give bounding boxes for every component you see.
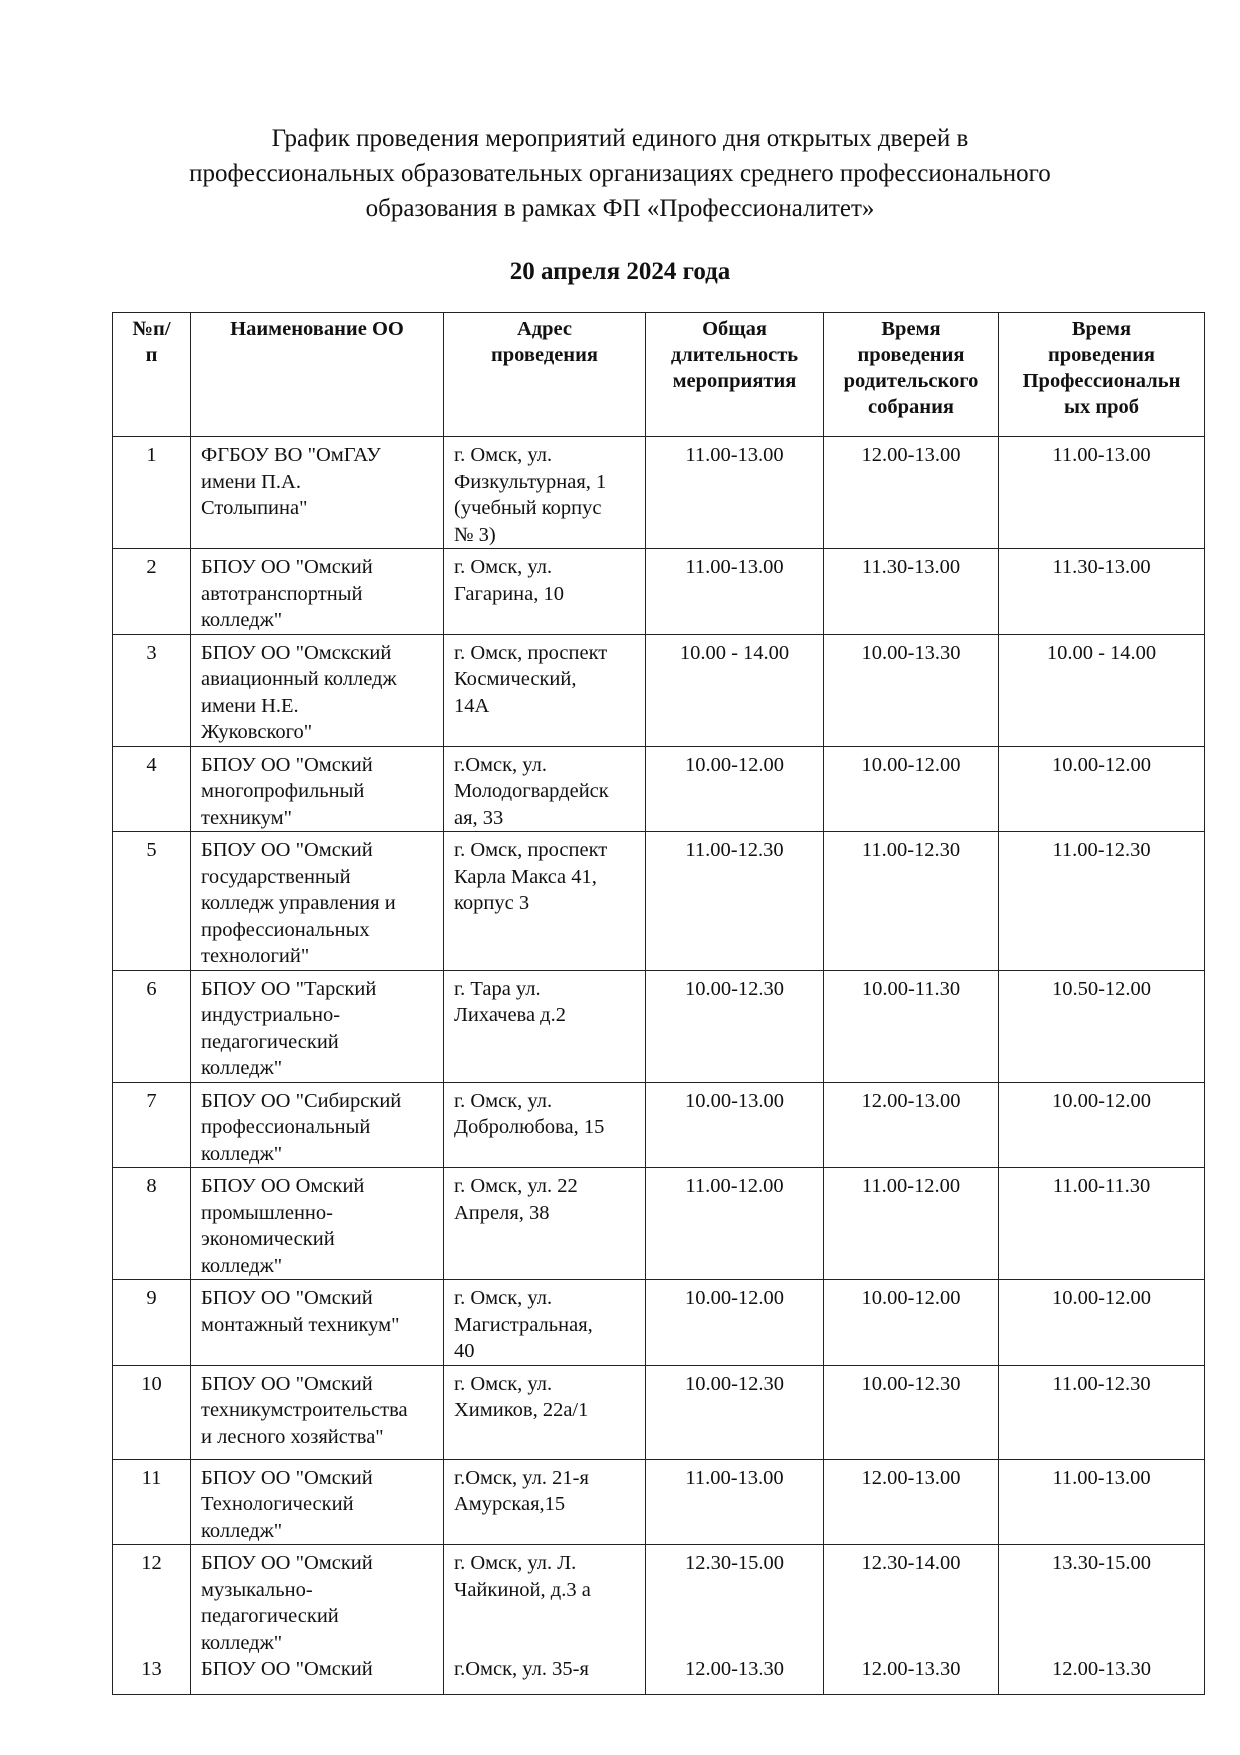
address [444, 634, 646, 746]
schedule-table [112, 312, 1205, 1695]
cell-text: Гагарина, 10 [454, 582, 564, 605]
cell-text: Апреля, 38 [454, 1201, 550, 1224]
total-duration [646, 1459, 824, 1545]
cell-text: 7 [146, 1089, 157, 1112]
cell-text: (учебный корпус [454, 497, 602, 519]
cell-text: профессиональных [201, 918, 370, 941]
cell-text: ая, 33 [454, 806, 504, 829]
row-number [113, 1365, 191, 1459]
cell-text: 11.00-12.30 [685, 839, 784, 861]
parents-meeting-time [824, 1545, 999, 1695]
cell-text: 11.00-12.30 [1052, 1372, 1151, 1395]
header-text: длительность [670, 344, 799, 366]
header-text: п [145, 344, 158, 366]
cell-text: Добролюбова, 15 [454, 1116, 605, 1138]
header-text: №п/ [132, 318, 171, 340]
cell-text: 12.30-14.00 [861, 1552, 961, 1574]
cell-text: Амурская,15 [454, 1493, 566, 1515]
cell-text: техникум" [201, 806, 292, 829]
cell-text: г. Омск, ул. [454, 556, 553, 578]
cell-text: Химиков, 22а/1 [454, 1399, 589, 1421]
cell-text: монтажный техникум" [201, 1313, 400, 1336]
cell-text: БПОУ ОО "Омский [201, 1287, 373, 1309]
address [444, 437, 646, 549]
cell-text: БПОУ ОО "Омский [201, 556, 373, 578]
org-name [191, 1082, 444, 1168]
table-row [113, 1082, 1205, 1168]
parents-meeting-time [824, 1365, 999, 1459]
total-duration [646, 832, 824, 971]
total-duration [646, 970, 824, 1082]
org-name [191, 549, 444, 635]
cell-text: 11.00-12.30 [861, 839, 961, 861]
professional-trials-time [999, 549, 1205, 635]
parents-meeting-time [824, 1459, 999, 1545]
total-duration [646, 1545, 824, 1695]
cell-text: 10.00-12.00 [861, 753, 961, 776]
cell-part [113, 1550, 190, 1656]
cell-text: индустриально- [201, 1004, 341, 1026]
header-text: родительского [843, 370, 979, 392]
table-body [113, 437, 1205, 1695]
cell-text: г. Омск, ул. 22 [454, 1175, 578, 1197]
header-text: собрания [868, 396, 954, 418]
header-total-duration [646, 313, 824, 437]
cell-text: авиационный колледж [201, 668, 397, 690]
header-text: ых проб [1063, 396, 1140, 418]
cell-text: Молодогвардейск [454, 780, 609, 802]
header-address [444, 313, 646, 437]
cell-text: Магистральная, [454, 1313, 593, 1336]
cell-part [824, 1656, 998, 1683]
parents-meeting-time [824, 1168, 999, 1280]
professional-trials-time [999, 970, 1205, 1082]
cell-text: промышленно- [201, 1201, 333, 1224]
table-row [113, 970, 1205, 1082]
cell-text: имени Н.Е. [201, 694, 299, 717]
cell-text: 10.00-12.00 [1051, 1287, 1152, 1309]
cell-part [646, 1550, 823, 1656]
org-name [191, 1545, 444, 1695]
cell-text: Физкультурная, 1 [454, 470, 607, 493]
org-name [191, 970, 444, 1082]
cell-text: 11.00-11.30 [1052, 1175, 1151, 1197]
row-number [113, 634, 191, 746]
cell-text: 10.00-11.30 [861, 977, 961, 1000]
cell-text: 11.30-13.00 [1052, 556, 1151, 578]
parents-meeting-time [824, 437, 999, 549]
cell-text: корпус 3 [454, 892, 530, 914]
row-number [113, 1082, 191, 1168]
professional-trials-time [999, 1280, 1205, 1366]
document-title [110, 121, 1130, 226]
header-text: Адрес [516, 318, 573, 340]
cell-text: педагогический [201, 1605, 339, 1627]
cell-part [646, 1656, 823, 1683]
cell-text: 12.00-13.00 [861, 444, 961, 466]
cell-text: 12.00-13.30 [861, 1658, 961, 1680]
professional-trials-time [999, 634, 1205, 746]
professional-trials-time [999, 437, 1205, 549]
cell-text: техникумстроительства [201, 1399, 408, 1421]
cell-text: колледж управления и [201, 892, 396, 914]
org-name [191, 1280, 444, 1366]
table-row [113, 1365, 1205, 1459]
cell-text: педагогический [201, 1030, 339, 1053]
cell-text: 1 [146, 444, 157, 466]
cell-text: государственный [201, 865, 351, 888]
table-row [113, 1545, 1205, 1695]
cell-text: 11 [141, 1466, 162, 1489]
header-text: проведения [490, 344, 599, 366]
cell-part [201, 1656, 433, 1683]
cell-text: 11.00-12.30 [1052, 839, 1151, 861]
cell-text: БПОУ ОО "Омский [201, 1466, 373, 1489]
cell-text: 5 [146, 839, 157, 861]
cell-text: г.Омск, ул. 21-я [454, 1466, 589, 1489]
header-text: Наименование ОО [230, 318, 404, 340]
cell-text: 10.00-12.00 [861, 1287, 961, 1309]
title-line: График проведения мероприятий единого дня открытых дверей в [271, 125, 969, 152]
table-row [113, 746, 1205, 832]
parents-meeting-time [824, 549, 999, 635]
cell-text: г. Омск, проспект [454, 839, 608, 861]
cell-text: 2 [146, 556, 157, 578]
cell-text: г. Омск, ул. [454, 1089, 553, 1112]
cell-text: 12.00-13.00 [861, 1466, 961, 1489]
parents-meeting-time [824, 970, 999, 1082]
professional-trials-time [999, 746, 1205, 832]
cell-text: 12.00-13.30 [684, 1658, 785, 1680]
org-name [191, 437, 444, 549]
row-number [113, 1459, 191, 1545]
address [444, 970, 646, 1082]
parents-meeting-time [824, 634, 999, 746]
cell-text: БПОУ ОО "Омскский [201, 641, 392, 664]
cell-text: колледж" [201, 1254, 283, 1277]
cell-text: 11.00-13.00 [1052, 444, 1151, 466]
cell-text: колледж" [201, 1519, 283, 1542]
org-name [191, 1365, 444, 1459]
total-duration [646, 437, 824, 549]
table-header-row [113, 313, 1205, 437]
header-text: Общая [702, 318, 767, 340]
cell-text: 14А [454, 694, 490, 717]
cell-text: многопрофильный [201, 780, 365, 802]
row-number [113, 437, 191, 549]
cell-text: технологий" [201, 945, 310, 967]
total-duration [646, 746, 824, 832]
total-duration [646, 634, 824, 746]
cell-text: БПОУ ОО "Омский [201, 1658, 373, 1680]
parents-meeting-time [824, 1280, 999, 1366]
cell-text: 10.50-12.00 [1051, 977, 1152, 1000]
cell-text: 12 [141, 1552, 162, 1574]
cell-text: колледж" [201, 1057, 283, 1079]
cell-text: 13 [141, 1658, 162, 1680]
header-text: Профессиональн [1022, 370, 1181, 392]
cell-part [454, 1656, 635, 1683]
cell-text: 10.00-13.00 [684, 1089, 785, 1112]
cell-text: БПОУ ОО "Омский [201, 1372, 373, 1395]
address [444, 746, 646, 832]
cell-text: и лесного хозяйства" [201, 1425, 384, 1448]
cell-text: экономический [201, 1228, 335, 1250]
cell-text: 11.00-12.00 [685, 1175, 784, 1197]
header-parents-meeting [824, 313, 999, 437]
org-name [191, 634, 444, 746]
cell-text: БПОУ ОО "Омский [201, 1552, 373, 1574]
cell-text: 11.00-12.00 [861, 1175, 961, 1197]
header-number [113, 313, 191, 437]
header-text: Время [881, 318, 941, 340]
cell-text: 3 [146, 641, 157, 664]
header-text: проведения [857, 344, 965, 366]
row-number [113, 1545, 191, 1695]
professional-trials-time [999, 1365, 1205, 1459]
cell-text: 12.00-13.30 [1051, 1658, 1152, 1680]
row-number [113, 832, 191, 971]
title-line: образования в рамках ФП «Профессионалитет» [365, 195, 875, 222]
cell-text: 10.00-12.00 [684, 753, 785, 776]
header-org-name [191, 313, 444, 437]
cell-text: 10.00 - 14.00 [679, 641, 790, 664]
cell-text: 11.00-13.00 [1052, 1466, 1151, 1489]
header-text: мероприятия [672, 370, 797, 392]
table-row [113, 634, 1205, 746]
cell-part [113, 1656, 190, 1683]
table-row [113, 437, 1205, 549]
cell-text: Технологический [201, 1493, 354, 1515]
address [444, 1082, 646, 1168]
cell-text: колледж" [201, 1631, 283, 1654]
cell-text: автотранспортный [201, 582, 363, 605]
professional-trials-time [999, 832, 1205, 971]
row-number [113, 746, 191, 832]
cell-text: № 3) [454, 523, 496, 546]
cell-part [454, 1550, 635, 1656]
org-name [191, 746, 444, 832]
table-row [113, 1280, 1205, 1366]
event-date: 20 апреля 2024 года [509, 258, 731, 285]
table-row [113, 832, 1205, 971]
cell-text: 40 [454, 1340, 475, 1362]
professional-trials-time [999, 1082, 1205, 1168]
title-line: профессиональных образовательных организациях среднего профессионального [189, 160, 1051, 187]
cell-text: БПОУ ОО Омский [201, 1175, 365, 1197]
cell-text: 10.00-13.30 [861, 641, 961, 664]
cell-text: Жуковского" [201, 721, 313, 743]
cell-text: 11.00-13.00 [685, 556, 784, 578]
cell-text: 13.30-15.00 [1051, 1552, 1152, 1574]
cell-text: Лихачева д.2 [454, 1004, 566, 1026]
org-name [191, 832, 444, 971]
table-row [113, 549, 1205, 635]
cell-part [999, 1550, 1204, 1656]
total-duration [646, 549, 824, 635]
total-duration [646, 1365, 824, 1459]
org-name [191, 1459, 444, 1545]
table-row [113, 1168, 1205, 1280]
cell-text: БПОУ ОО "Омский [201, 753, 373, 776]
cell-text: Космический, [454, 668, 577, 690]
parents-meeting-time [824, 1082, 999, 1168]
row-number [113, 970, 191, 1082]
cell-text: 11.00-13.00 [685, 444, 784, 466]
org-name [191, 1168, 444, 1280]
cell-text: 8 [146, 1175, 157, 1197]
table-row [113, 1459, 1205, 1545]
cell-text: г. Омск, ул. [454, 444, 553, 466]
cell-text: 9 [146, 1287, 157, 1309]
cell-text: 10.00-12.00 [1051, 1089, 1152, 1112]
cell-text: Карла Макса 41, [454, 865, 597, 888]
cell-text: 10 [141, 1372, 162, 1395]
total-duration [646, 1168, 824, 1280]
cell-text: г. Омск, ул. Л. [454, 1552, 577, 1574]
header-text: Время [1071, 318, 1132, 340]
address [444, 1280, 646, 1366]
row-number [113, 1168, 191, 1280]
cell-text: 10.00-12.00 [684, 1287, 785, 1309]
cell-text: 10.00-12.30 [684, 977, 785, 1000]
cell-text: 10.00 - 14.00 [1046, 641, 1157, 664]
parents-meeting-time [824, 832, 999, 971]
cell-part [999, 1656, 1204, 1683]
professional-trials-time [999, 1545, 1205, 1695]
cell-part [824, 1550, 998, 1656]
cell-text: 10.00-12.00 [1051, 753, 1152, 776]
cell-text: г.Омск, ул. [454, 753, 548, 776]
total-duration [646, 1082, 824, 1168]
row-number [113, 1280, 191, 1366]
cell-text: БПОУ ОО "Сибирский [201, 1089, 402, 1112]
professional-trials-time [999, 1168, 1205, 1280]
header-text: проведения [1047, 344, 1156, 366]
cell-text: колледж" [201, 609, 283, 631]
parents-meeting-time [824, 746, 999, 832]
cell-text: профессиональный [201, 1116, 371, 1138]
cell-text: 12.30-15.00 [684, 1552, 785, 1574]
cell-text: колледж" [201, 1142, 283, 1165]
cell-text: ФГБОУ ВО "ОмГАУ [201, 444, 381, 466]
cell-text: 4 [146, 753, 157, 776]
cell-text: БПОУ ОО "Тарский [201, 977, 377, 1000]
row-number [113, 549, 191, 635]
header-professional-trials [999, 313, 1205, 437]
address [444, 1365, 646, 1459]
address [444, 1545, 646, 1695]
cell-text: г.Омск, ул. 35-я [454, 1658, 589, 1680]
cell-text: 12.00-13.00 [861, 1089, 961, 1112]
address [444, 1168, 646, 1280]
cell-text: г. Омск, ул. [454, 1287, 553, 1309]
cell-text: Столыпина" [201, 497, 308, 519]
total-duration [646, 1280, 824, 1366]
cell-text: Чайкиной, д.3 а [454, 1578, 591, 1601]
cell-text: музыкально- [201, 1578, 313, 1601]
cell-text: имени П.А. [201, 470, 301, 493]
professional-trials-time [999, 1459, 1205, 1545]
cell-part [201, 1550, 433, 1656]
cell-text: 10.00-12.30 [861, 1372, 961, 1395]
address [444, 1459, 646, 1545]
cell-text: 6 [146, 977, 157, 1000]
cell-text: 11.00-13.00 [685, 1466, 784, 1489]
cell-text: 10.00-12.30 [684, 1372, 785, 1395]
address [444, 832, 646, 971]
cell-text: 11.30-13.00 [861, 556, 961, 578]
cell-text: г. Омск, проспект [454, 641, 608, 664]
cell-text: г. Тара ул. [454, 977, 541, 1000]
cell-text: БПОУ ОО "Омский [201, 839, 373, 861]
cell-text: г. Омск, ул. [454, 1372, 553, 1395]
address [444, 549, 646, 635]
